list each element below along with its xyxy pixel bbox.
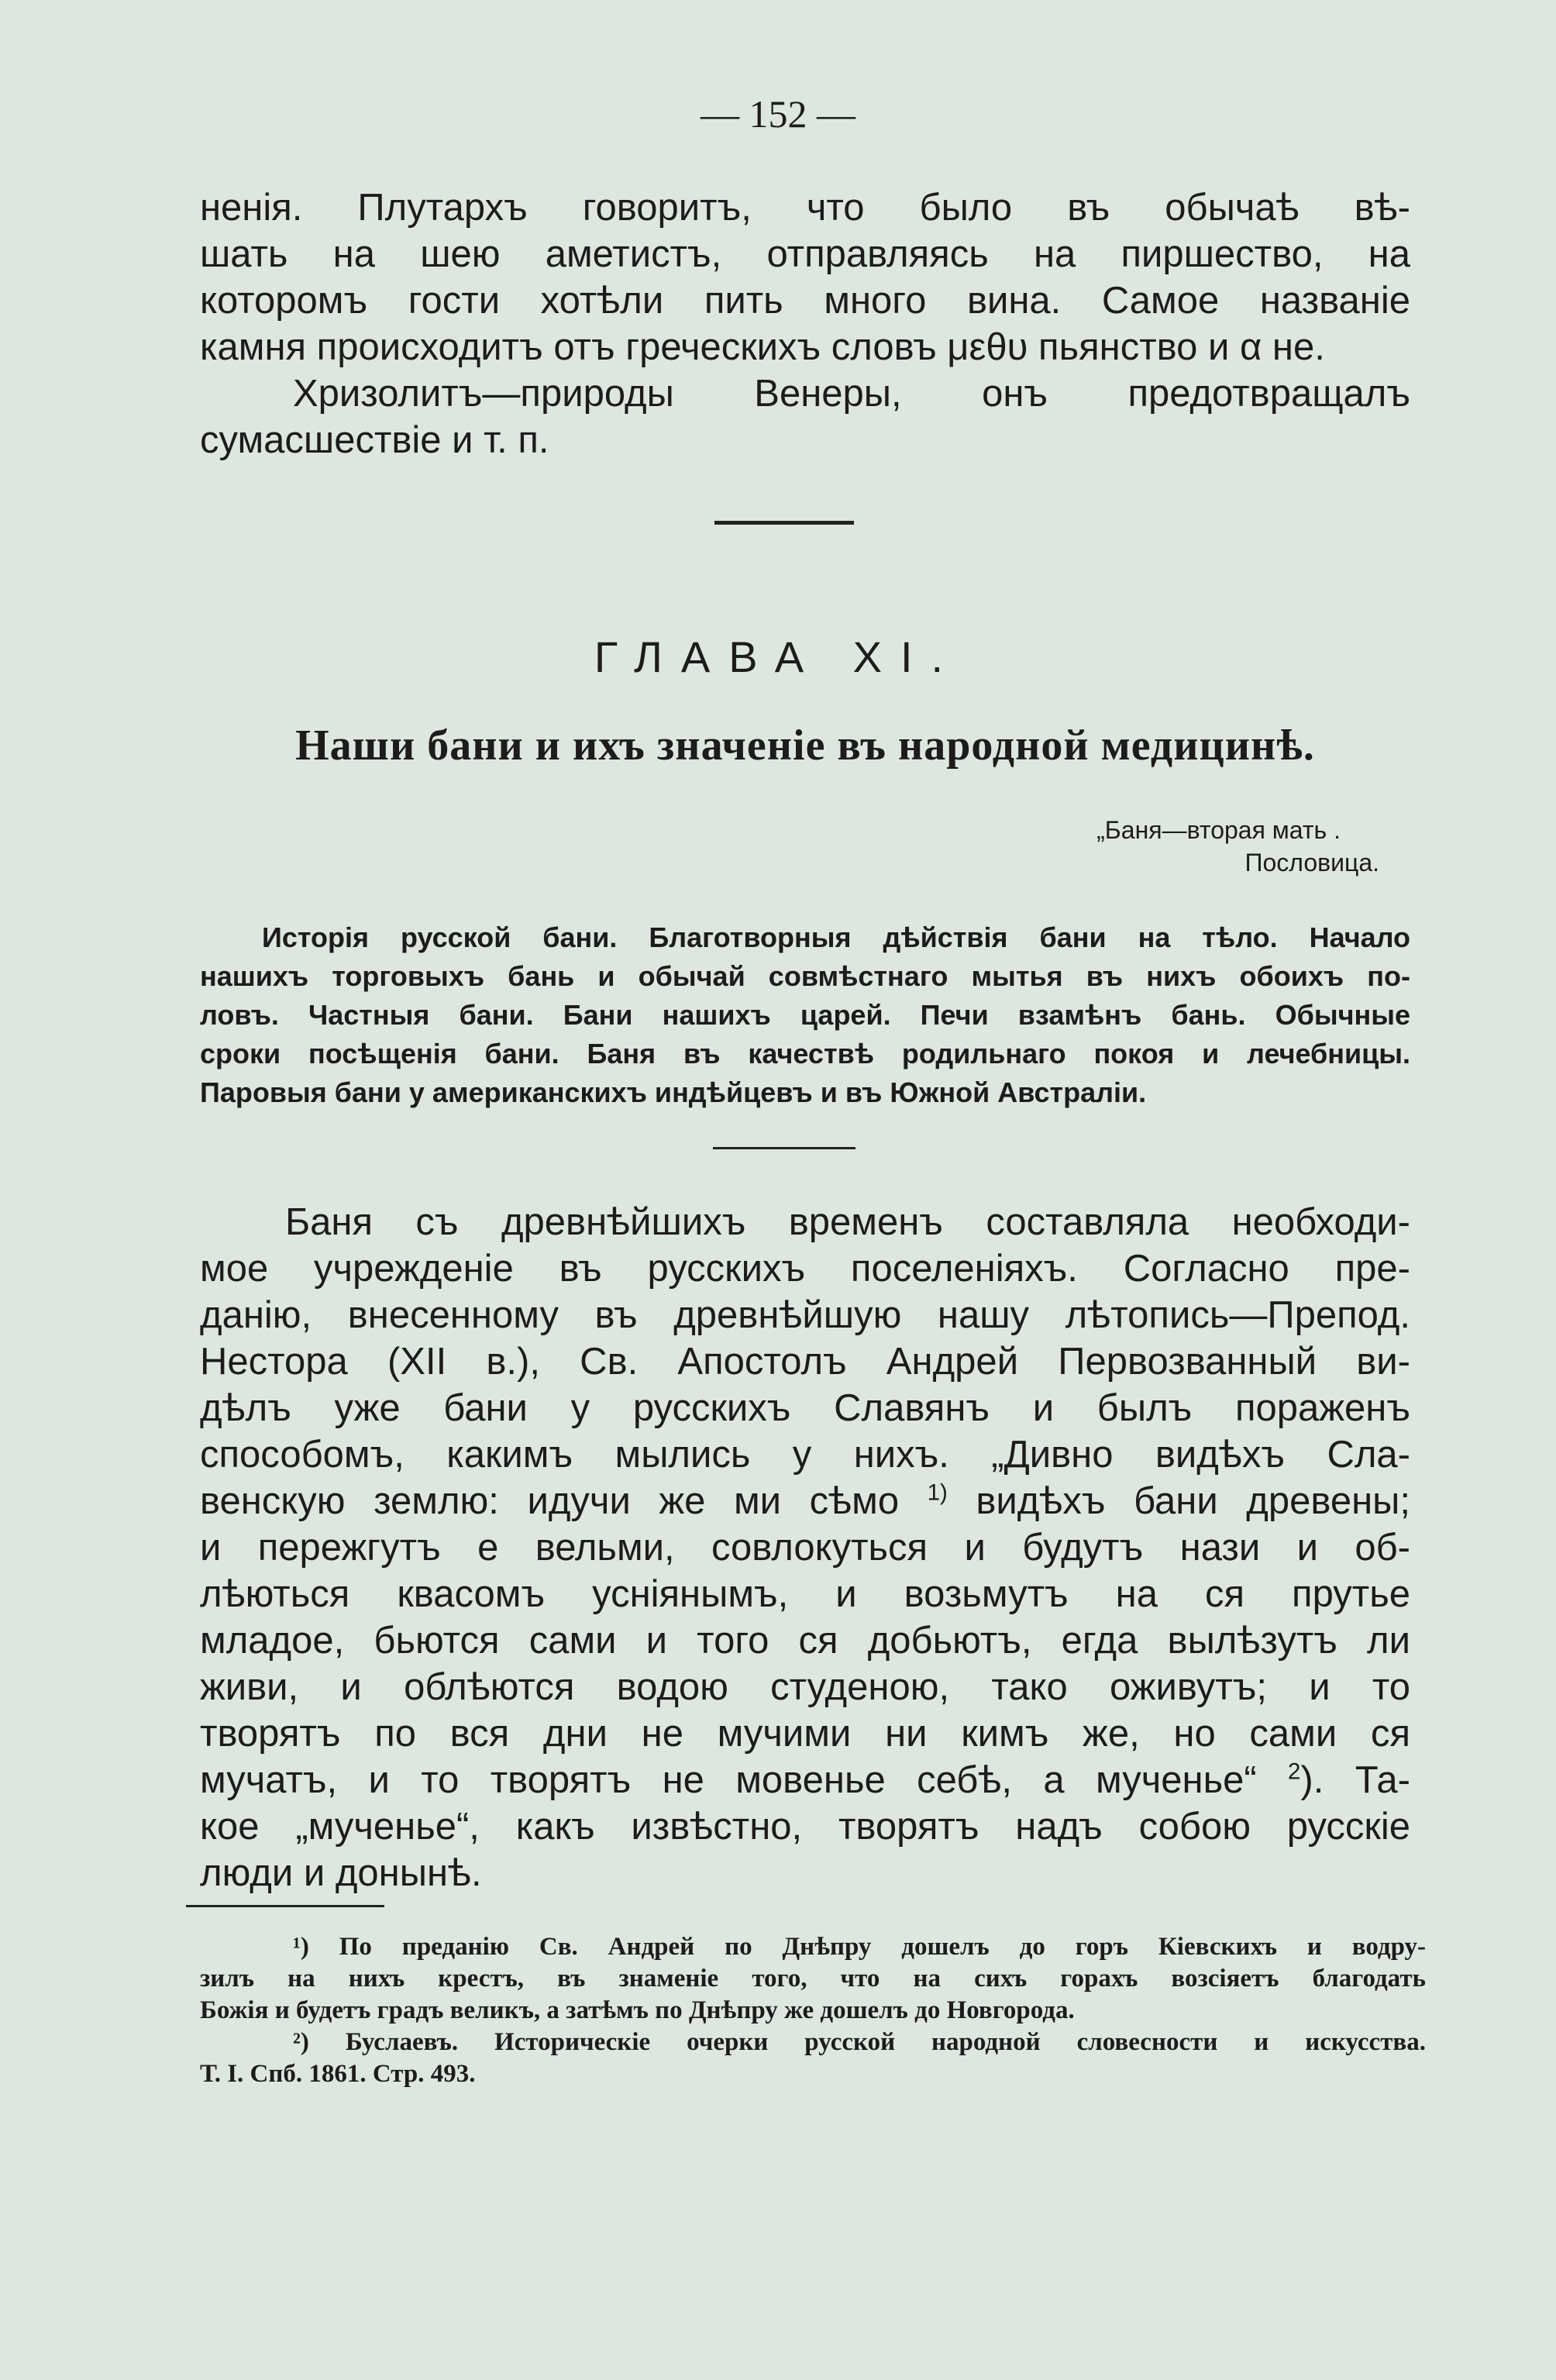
epigraph-quote: „Баня—вторая мать . [1096,816,1341,844]
footnote-line: ¹) По преданію Св. Андрей по Днѣпру дошелъ до горъ Кіевскихъ и водру- [293,1933,1426,1961]
text-line: младое, бьются сами и того ся добьютъ, егда вылѣзутъ ли [200,1620,1410,1662]
text-line: дѣлъ уже бани у русскихъ Славянъ и былъ пораженъ [200,1387,1410,1429]
footnote-line: Т. I. Спб. 1861. Стр. 493. [200,2060,476,2088]
text-fragment: видѣхъ бани древены; [976,1480,1411,1522]
text-line: мое учрежденіе въ русскихъ поселеніяхъ. Согласно пре- [200,1248,1410,1290]
summary-line: ловъ. Частныя бани. Бани нашихъ царей. Печи взамѣнъ бань. Обычные [200,999,1410,1031]
summary-line: сроки посѣщенія бани. Баня въ качествѣ родильнаго покоя и лечебницы. [200,1038,1410,1069]
text-line: живи, и облѣются водою студеною, тако оживутъ; и то [200,1666,1410,1708]
text-fragment: мучатъ, и то творятъ не мовенье себѣ, а мученье“ [200,1759,1257,1801]
footnotes [200,1931,1426,2090]
text-line: камня происходитъ отъ греческихъ словъ μεθυ пьянство и α не. [200,326,1325,368]
text-fragment: венскую землю: идучи же ми сѣмо [200,1480,900,1522]
text-line: способомъ, какимъ мылись у нихъ. „Дивно видѣхъ Сла- [200,1434,1410,1476]
summary-line: Паровыя бани у американскихъ индѣйцевъ и въ Южной Австраліи. [200,1076,1147,1108]
text-line: сумасшествіе и т. п. [200,419,549,461]
chapter-summary [200,918,1410,1112]
footnote-mark: 1) [927,1479,948,1506]
text-line: лѣються квасомъ усніянымъ, и возьмутъ на ся прутье [200,1573,1410,1615]
epigraph-source: Пословица. [1244,849,1379,877]
chapter-label: ГЛАВА XI. [594,632,962,681]
text-line: и пережгутъ е вельми, совлокуться и будутъ нази и об- [200,1527,1410,1569]
footnote-line: ²) Буслаевъ. Историческіе очерки русской народной словесности и искусства. [293,2028,1426,2056]
text-line [200,1757,1410,1803]
text-line [200,1478,1410,1524]
text-line: люди и донынѣ. [200,1852,482,1894]
text-line: данію, внесенному въ древнѣйшую нашу лѣтопись—Препод. [200,1294,1410,1336]
footnote-mark: 2 [1288,1758,1301,1785]
section-divider [714,521,854,525]
epigraph [682,814,1379,879]
text-line: творятъ по вся дни не мучими ни кимъ же, но сами ся [200,1713,1410,1755]
page-number: — 152 — [701,92,855,136]
text-line: кое „мученье“, какъ извѣстно, творятъ надъ собою русскіе [200,1806,1410,1848]
summary-line: нашихъ торговыхъ бань и обычай совмѣстнаго мытья въ нихъ обоихъ по- [200,960,1410,992]
text-line: Нестора (XII в.), Св. Апостолъ Андрей Первозванный ви- [200,1341,1410,1383]
chapter-title: Наши бани и ихъ значеніе въ народной медицинѣ. [295,722,1315,770]
footnote-line: зилъ на нихъ крестъ, въ знаменіе того, что на сихъ горахъ возсіяетъ благодать [200,1965,1426,1993]
text-line: шать на шею аметистъ, отправляясь на пиршество, на [200,233,1410,275]
summary-divider [713,1147,855,1149]
text-line: Баня съ древнѣйшихъ временъ составляла необходи- [285,1201,1410,1243]
summary-line: Исторія русской бани. Благотворныя дѣйствія бани на тѣло. Начало [262,921,1410,953]
text-fragment: ). Та- [1300,1759,1410,1801]
intro-paragraph [200,184,1410,463]
text-line: ненія. Плутархъ говоритъ, что было въ обычаѣ вѣ- [200,187,1410,229]
main-paragraph [200,1199,1410,1896]
text-line: которомъ гости хотѣли пить много вина. Самое названіе [200,280,1410,322]
footnote-line: Божія и будетъ градъ великъ, а затѣмъ по Днѣпру же дошелъ до Новгорода. [200,1996,1075,2024]
text-line: Хризолитъ—природы Венеры, онъ предотвращалъ [293,373,1410,415]
footnote-rule [186,1905,384,1907]
